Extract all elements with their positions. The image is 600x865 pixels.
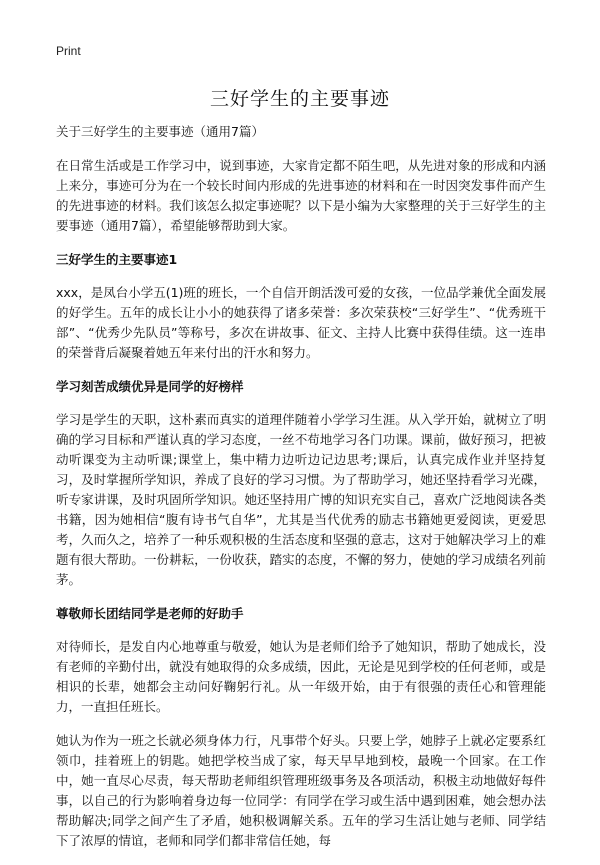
section-heading-2: 学习刻苦成绩优异是同学的好榜样	[56, 379, 244, 394]
section-paragraph-3a: 对待师长，是发自内心地尊重与敬爱，她认为是老师们给予了她知识，帮助了她成长，没有老师的辛勤付出，就没有她取得的众多成绩，因此，无论是见到学校的任何老师，或是相识的长辈，她都会主动问好鞠躬行礼。从一年级开始，由于有很强的责任心和管理能力，一直担任班长。	[56, 639, 546, 714]
section-paragraph-2: 学习是学生的天职，这朴素而真实的道理伴随着小学学习生涯。从入学开始，就树立了明确的学习目标和严谨认真的学习态度，一丝不苟地学习各门功课。课前，做好预习，把被动听课变为主动听课;课堂上，集中精力边听边记边思考;课后，认真完成作业并坚持复习，及时掌握所学知识，养成了良好的学习习惯。为了帮助学习，她还坚持看学习光碟，听专家讲课，及时巩固所学知识。她还坚持用广博的知识充实自己，喜欢广泛地阅读各类书籍，因为她相信“腹有诗书气自华”，尤其是当代优秀的励志书籍她更爱阅读，更爱思考，久而久之，培养了一种乐观积极的生活态度和坚强的意志，这对于她解决学习上的难题有很大帮助。一份耕耘，一份收获，踏实的态度，不懈的努力，使她的学习成绩名列前茅。	[56, 412, 546, 587]
section-heading-3: 尊敬师长团结同学是老师的好助手	[56, 606, 244, 621]
section-heading-1: 三好学生的主要事迹1	[56, 252, 178, 267]
section-paragraph-3b: 她认为作为一班之长就必须身体力行，凡事带个好头。只要上学，她脖子上就必定要系红领巾，挂着班上的钥匙。她把学校当成了家，每天早早地到校，最晚一个回家。在工作中，她一直尽心尽责，每天帮助老师组织管理班级事务及各项活动，积极主动地做好每件事，以自己的行为影响着身边每一位同学：有同学在学习或生活中遇到困难，她会想办法帮助解决;同学之间产生了矛盾，她积极调解关系。五年的学习生活让她与老师、同学结下了浓厚的情谊，老师和同学们都非常信任她，每	[56, 733, 546, 848]
intro-paragraph: 在日常生活或是工作学习中，说到事迹，大家肯定都不陌生吧，从先进对象的形成和内涵上来分，事迹可分为在一个较长时间内形成的先进事迹的材料和在一时因突发事件而产生的先进事迹的材料。我们该怎么拟定事迹呢？以下是小编为大家整理的关于三好学生的主要事迹（通用7篇），希望能够帮助到大家。	[56, 158, 546, 233]
article-body	[56, 122, 546, 865]
article-subtitle: 关于三好学生的主要事迹（通用7篇）	[56, 124, 264, 139]
page-title: 三好学生的主要事迹	[209, 88, 390, 110]
print-link[interactable]: Print	[56, 44, 81, 58]
section-paragraph-1: xxx，是凤台小学五(1)班的班长，一个自信开朗活泼可爱的女孩，一位品学兼优全面发展的好学生。五年的成长让小小的她获得了诸多荣誉：多次荣获校“三好学生”、“优秀班干部”、“优秀少先队员”等称号，多次在讲故事、征文、主持人比赛中获得佳绩。这一连串的荣誉背后凝聚着她五年来付出的汗水和努力。	[56, 285, 546, 360]
